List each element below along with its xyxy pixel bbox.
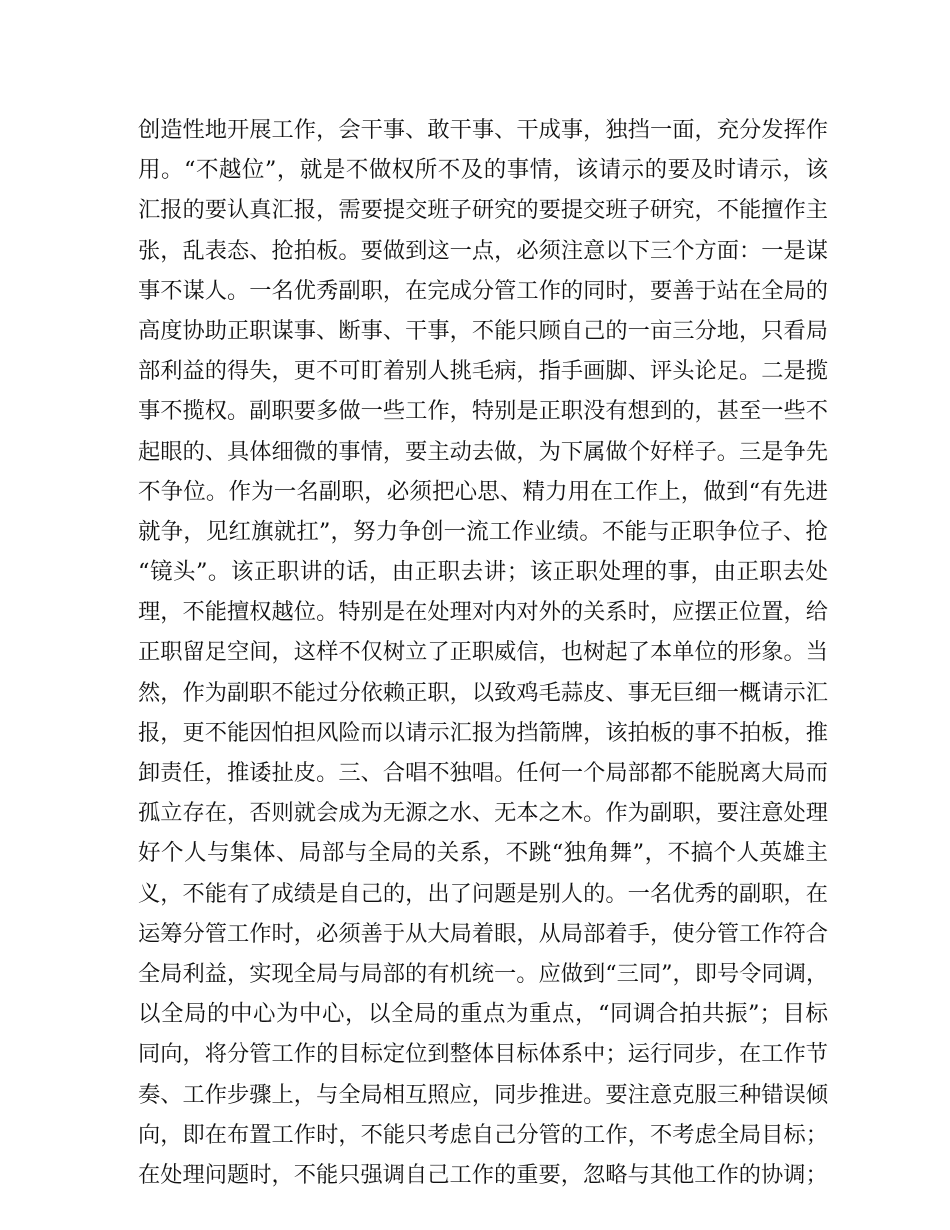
text-line-1: 创造性地开展工作，会干事、敢干事、干成事，独挡一面，充分发挥作 [138, 117, 828, 143]
text-line-17: 卸责任，推诿扯皮。三、合唱不独唱。任何一个局部都不能脱离大局而 [138, 760, 828, 786]
text-line-14: 正职留足空间，这样不仅树立了正职威信，也树起了本单位的形象。当 [138, 639, 828, 666]
text-line-27: 在处理问题时，不能只强调自己工作的重要，忽略与其他工作的协调； [138, 1161, 828, 1188]
text-line-4: 张，乱表态、抢拍板。要做到这一点，必须注意以下三个方面：一是谋 [138, 237, 828, 264]
text-line-9: 起眼的、具体细微的事情，要主动去做，为下属做个好样子。三是争先 [138, 438, 828, 465]
text-line-23: 以全局的中心为中心，以全局的重点为重点，“同调合拍共振”；目标 [138, 1001, 828, 1028]
text-line-19: 好个人与集体、局部与全局的关系，不跳“独角舞”，不搞个人英雄主 [138, 840, 828, 867]
body-text [138, 110, 828, 1195]
text-line-7: 部利益的得失，更不可盯着别人挑毛病，指手画脚、评头论足。二是揽 [138, 358, 828, 385]
text-line-24: 同向，将分管工作的目标定位到整体目标体系中；运行同步，在工作节 [138, 1041, 828, 1068]
text-line-13: 理，不能擅权越位。特别是在处理对内对外的关系时，应摆正位置，给 [138, 599, 828, 626]
text-line-22: 全局利益，实现全局与局部的有机统一。应做到“三同”，即号令同调， [138, 960, 829, 987]
text-line-16: 报，更不能因怕担风险而以请示汇报为挡箭牌，该拍板的事不拍板，推 [138, 719, 828, 746]
text-line-26: 向，即在布置工作时，不能只考虑自己分管的工作，不考虑全局目标； [138, 1121, 828, 1148]
text-line-20: 义，不能有了成绩是自己的，出了问题是别人的。一名优秀的副职，在 [138, 880, 828, 907]
text-line-2: 用。“不越位”，就是不做权所不及的事情，该请示的要及时请示，该 [138, 157, 828, 184]
text-line-12: “镜头”。该正职讲的话，由正职去讲；该正职处理的事，由正职去处 [138, 559, 828, 586]
text-line-18: 孤立存在，否则就会成为无源之水、无本之木。作为副职，要注意处理 [138, 800, 828, 827]
text-line-8: 事不揽权。副职要多做一些工作，特别是正职没有想到的，甚至一些不 [138, 398, 828, 425]
text-line-10: 不争位。作为一名副职，必须把心思、精力用在工作上，做到“有先进 [138, 478, 828, 505]
text-line-21: 运筹分管工作时，必须善于从大局着眼，从局部着手，使分管工作符合 [138, 920, 828, 947]
text-line-5: 事不谋人。一名优秀副职，在完成分管工作的同时，要善于站在全局的 [138, 277, 828, 304]
text-line-6: 高度协助正职谋事、断事、干事，不能只顾自己的一亩三分地，只看局 [138, 317, 828, 344]
text-line-3: 汇报的要认真汇报，需要提交班子研究的要提交班子研究，不能擅作主 [138, 197, 828, 224]
text-line-15: 然，作为副职不能过分依赖正职，以致鸡毛蒜皮、事无巨细一概请示汇 [138, 679, 828, 706]
text-line-11: 就争，见红旗就扛”，努力争创一流工作业绩。不能与正职争位子、抢 [138, 518, 828, 545]
text-line-25: 奏、工作步骤上，与全局相互照应，同步推进。要注意克服三种错误倾 [138, 1081, 828, 1108]
